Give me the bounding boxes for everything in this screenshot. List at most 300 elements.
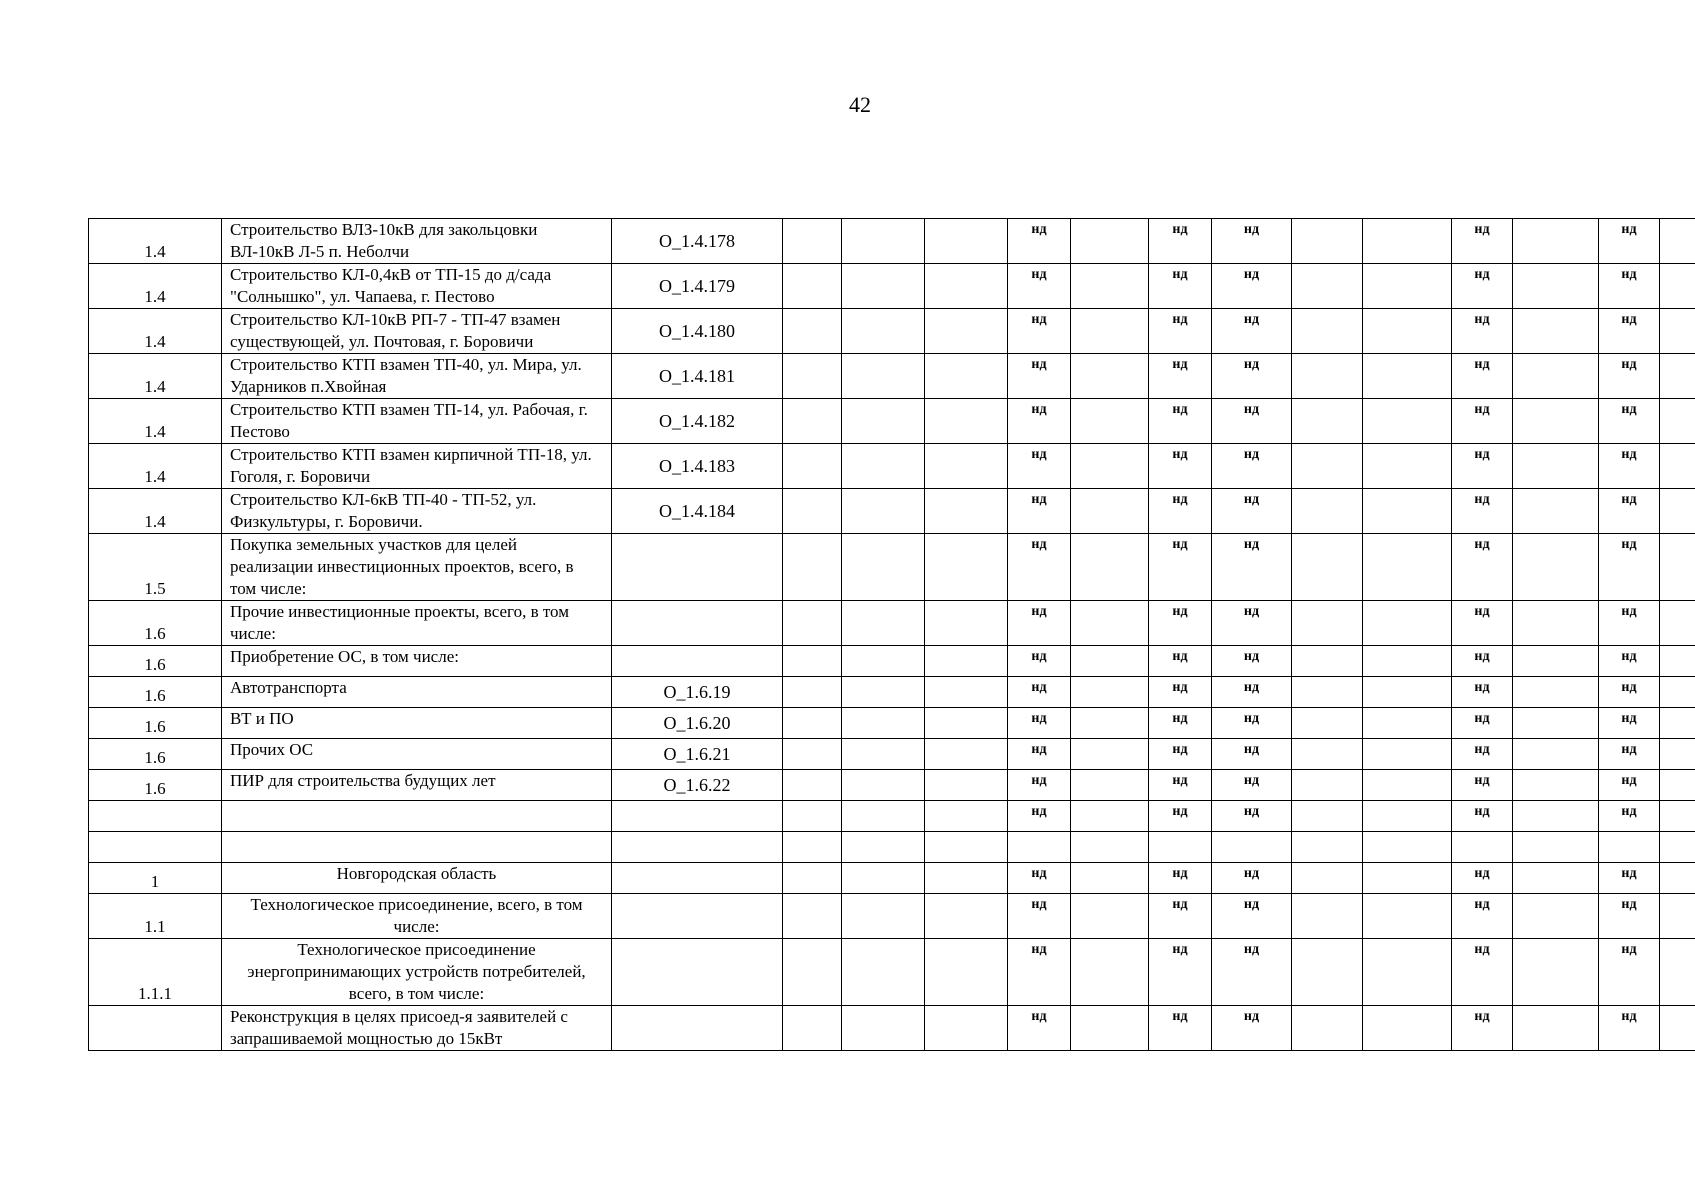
value-cell: нд [1599, 399, 1660, 444]
value-cell: нд [1149, 739, 1212, 770]
value-cell [842, 739, 925, 770]
row-name: Приобретение ОС, в том числе: [222, 646, 612, 677]
table-row [89, 677, 1695, 708]
value-cell [1660, 801, 1695, 832]
value-cell: нд [1008, 264, 1071, 309]
value-cell [1292, 677, 1363, 708]
value-cell [842, 863, 925, 894]
row-number: 1.1 [89, 894, 222, 939]
value-cell: нд [1599, 770, 1660, 801]
value-cell [1513, 399, 1599, 444]
value-cell [1513, 1006, 1599, 1051]
value-cell: нд [1599, 863, 1660, 894]
value-cell [1292, 739, 1363, 770]
value-cell: нд [1008, 399, 1071, 444]
value-cell [925, 832, 1008, 863]
value-cell [1660, 708, 1695, 739]
value-cell [842, 646, 925, 677]
value-cell [1071, 832, 1149, 863]
value-cell [783, 939, 842, 1006]
value-cell [1071, 939, 1149, 1006]
value-cell [1513, 309, 1599, 354]
table-row [89, 739, 1695, 770]
value-cell [1363, 444, 1452, 489]
row-code [612, 646, 783, 677]
value-cell: нд [1008, 801, 1071, 832]
value-cell: нд [1599, 801, 1660, 832]
table-row [89, 1006, 1695, 1051]
table-row [89, 444, 1695, 489]
row-code: О_1.4.178 [612, 219, 783, 264]
row-code [612, 1006, 783, 1051]
value-cell [1292, 534, 1363, 601]
row-number: 1.1.1 [89, 939, 222, 1006]
value-cell: нд [1212, 444, 1292, 489]
value-cell: нд [1599, 489, 1660, 534]
row-number: 1.6 [89, 601, 222, 646]
value-cell [1292, 309, 1363, 354]
value-cell: нд [1599, 219, 1660, 264]
value-cell [842, 399, 925, 444]
value-cell [1292, 646, 1363, 677]
value-cell [1363, 939, 1452, 1006]
value-cell [925, 739, 1008, 770]
row-name: Строительство КТП взамен ТП-40, ул. Мира, ул. Ударников п.Хвойная [222, 354, 612, 399]
value-cell [842, 489, 925, 534]
value-cell [1071, 219, 1149, 264]
value-cell [1071, 863, 1149, 894]
value-cell [1363, 1006, 1452, 1051]
value-cell [1599, 832, 1660, 863]
value-cell [783, 770, 842, 801]
value-cell [1660, 677, 1695, 708]
value-cell: нд [1599, 309, 1660, 354]
value-cell [1363, 354, 1452, 399]
value-cell: нд [1008, 770, 1071, 801]
investment-table [88, 218, 1695, 1051]
value-cell [1071, 601, 1149, 646]
row-code: О_1.4.182 [612, 399, 783, 444]
table-row [89, 601, 1695, 646]
value-cell: нд [1212, 708, 1292, 739]
row-name: ВТ и ПО [222, 708, 612, 739]
value-cell [1071, 801, 1149, 832]
value-cell [1513, 489, 1599, 534]
value-cell [925, 770, 1008, 801]
value-cell [1071, 444, 1149, 489]
value-cell: нд [1149, 444, 1212, 489]
value-cell [1363, 863, 1452, 894]
value-cell [783, 354, 842, 399]
value-cell [925, 534, 1008, 601]
value-cell [1363, 219, 1452, 264]
value-cell [925, 801, 1008, 832]
value-cell [1292, 601, 1363, 646]
value-cell [1292, 863, 1363, 894]
value-cell [925, 309, 1008, 354]
value-cell [1513, 863, 1599, 894]
value-cell: нд [1212, 646, 1292, 677]
value-cell [1513, 646, 1599, 677]
row-number: 1 [89, 863, 222, 894]
value-cell [1008, 832, 1071, 863]
value-cell [1212, 832, 1292, 863]
value-cell [1660, 354, 1695, 399]
value-cell [783, 646, 842, 677]
row-number: 1.4 [89, 354, 222, 399]
row-number: 1.6 [89, 770, 222, 801]
row-name: Технологическое присоединение энергопринимающих устройств потребителей, всего, в том числе: [222, 939, 612, 1006]
value-cell [1513, 677, 1599, 708]
value-cell [1071, 894, 1149, 939]
value-cell: нд [1212, 801, 1292, 832]
row-number: 1.6 [89, 646, 222, 677]
value-cell: нд [1149, 264, 1212, 309]
table-row [89, 264, 1695, 309]
value-cell [1660, 489, 1695, 534]
value-cell [1660, 601, 1695, 646]
value-cell [1452, 832, 1513, 863]
row-code [612, 939, 783, 1006]
value-cell [1149, 832, 1212, 863]
row-code: О_1.4.183 [612, 444, 783, 489]
value-cell [1071, 1006, 1149, 1051]
value-cell: нд [1599, 677, 1660, 708]
value-cell [925, 894, 1008, 939]
value-cell [1071, 677, 1149, 708]
value-cell [1071, 739, 1149, 770]
value-cell [1363, 832, 1452, 863]
table-body [89, 219, 1695, 1051]
value-cell: нд [1452, 309, 1513, 354]
value-cell [925, 264, 1008, 309]
value-cell [1660, 1006, 1695, 1051]
value-cell: нд [1212, 601, 1292, 646]
value-cell: нд [1212, 770, 1292, 801]
value-cell [783, 894, 842, 939]
value-cell [1071, 354, 1149, 399]
value-cell [783, 444, 842, 489]
row-name: Строительство ВЛЗ-10кВ для закольцовки ВЛ-10кВ Л-5 п. Неболчи [222, 219, 612, 264]
value-cell [783, 708, 842, 739]
value-cell: нд [1212, 534, 1292, 601]
value-cell [1660, 894, 1695, 939]
row-name: ПИР для строительства будущих лет [222, 770, 612, 801]
value-cell [783, 264, 842, 309]
value-cell [1292, 832, 1363, 863]
value-cell [842, 939, 925, 1006]
row-number [89, 832, 222, 863]
value-cell: нд [1452, 534, 1513, 601]
row-name: Автотранспорта [222, 677, 612, 708]
page-number: 42 [849, 92, 871, 117]
value-cell [842, 770, 925, 801]
row-name: Строительство КЛ-10кВ РП-7 - ТП-47 взамен существующей, ул. Почтовая, г. Боровичи [222, 309, 612, 354]
row-number: 1.4 [89, 489, 222, 534]
row-name [222, 832, 612, 863]
value-cell [1292, 219, 1363, 264]
value-cell: нд [1008, 1006, 1071, 1051]
value-cell [1292, 770, 1363, 801]
row-name: Прочих ОС [222, 739, 612, 770]
value-cell: нд [1212, 1006, 1292, 1051]
value-cell [1513, 444, 1599, 489]
row-code: О_1.6.20 [612, 708, 783, 739]
value-cell: нд [1452, 646, 1513, 677]
value-cell [1363, 489, 1452, 534]
value-cell [1660, 264, 1695, 309]
value-cell: нд [1149, 863, 1212, 894]
row-code [612, 801, 783, 832]
value-cell [842, 677, 925, 708]
value-cell: нд [1149, 489, 1212, 534]
value-cell: нд [1452, 801, 1513, 832]
value-cell: нд [1212, 739, 1292, 770]
row-name: Технологическое присоединение, всего, в том числе: [222, 894, 612, 939]
value-cell: нд [1149, 601, 1212, 646]
value-cell: нд [1599, 601, 1660, 646]
value-cell: нд [1599, 939, 1660, 1006]
value-cell [783, 739, 842, 770]
value-cell [1660, 770, 1695, 801]
row-name: Строительство КТП взамен ТП-14, ул. Рабочая, г. Пестово [222, 399, 612, 444]
value-cell: нд [1452, 219, 1513, 264]
table-row [89, 939, 1695, 1006]
value-cell [1513, 832, 1599, 863]
value-cell: нд [1212, 219, 1292, 264]
value-cell [1513, 708, 1599, 739]
value-cell [1292, 354, 1363, 399]
value-cell [925, 646, 1008, 677]
value-cell [925, 863, 1008, 894]
value-cell: нд [1149, 646, 1212, 677]
value-cell [1363, 309, 1452, 354]
value-cell: нд [1452, 708, 1513, 739]
value-cell: нд [1212, 354, 1292, 399]
value-cell [1292, 444, 1363, 489]
value-cell [1513, 534, 1599, 601]
value-cell: нд [1212, 677, 1292, 708]
row-name: Строительство КЛ-0,4кВ от ТП-15 до д/сада "Солнышко", ул. Чапаева, г. Пестово [222, 264, 612, 309]
value-cell [1660, 939, 1695, 1006]
value-cell: нд [1599, 894, 1660, 939]
row-name: Реконструкция в целях присоед-я заявителей с запрашиваемой мощностью до 15кВт [222, 1006, 612, 1051]
value-cell: нд [1149, 1006, 1212, 1051]
value-cell: нд [1452, 1006, 1513, 1051]
value-cell: нд [1599, 534, 1660, 601]
row-code [612, 894, 783, 939]
value-cell [925, 708, 1008, 739]
value-cell [842, 219, 925, 264]
value-cell [1071, 399, 1149, 444]
value-cell: нд [1212, 399, 1292, 444]
value-cell: нд [1008, 444, 1071, 489]
row-name: Строительство КЛ-6кВ ТП-40 - ТП-52, ул. Физкультуры, г. Боровичи. [222, 489, 612, 534]
value-cell [842, 264, 925, 309]
row-number: 1.5 [89, 534, 222, 601]
value-cell [1071, 309, 1149, 354]
row-code: О_1.4.179 [612, 264, 783, 309]
value-cell [1292, 1006, 1363, 1051]
value-cell [1660, 309, 1695, 354]
row-number: 1.6 [89, 739, 222, 770]
value-cell [1292, 708, 1363, 739]
value-cell [783, 219, 842, 264]
value-cell: нд [1212, 264, 1292, 309]
value-cell: нд [1008, 646, 1071, 677]
value-cell [842, 801, 925, 832]
value-cell [1660, 863, 1695, 894]
value-cell [1363, 264, 1452, 309]
table-row [89, 646, 1695, 677]
value-cell: нд [1149, 219, 1212, 264]
value-cell [842, 832, 925, 863]
row-code: О_1.4.181 [612, 354, 783, 399]
value-cell: нд [1212, 939, 1292, 1006]
value-cell [842, 309, 925, 354]
value-cell [925, 219, 1008, 264]
value-cell: нд [1452, 677, 1513, 708]
row-code [612, 534, 783, 601]
value-cell [783, 309, 842, 354]
value-cell: нд [1212, 894, 1292, 939]
value-cell [1513, 264, 1599, 309]
value-cell: нд [1149, 677, 1212, 708]
row-number: 1.4 [89, 399, 222, 444]
value-cell [1513, 354, 1599, 399]
value-cell: нд [1149, 801, 1212, 832]
value-cell: нд [1212, 863, 1292, 894]
value-cell: нд [1212, 309, 1292, 354]
row-code: О_1.6.21 [612, 739, 783, 770]
row-code: О_1.6.19 [612, 677, 783, 708]
value-cell [1513, 939, 1599, 1006]
value-cell: нд [1149, 354, 1212, 399]
row-code: О_1.6.22 [612, 770, 783, 801]
table-row [89, 832, 1695, 863]
value-cell [1071, 534, 1149, 601]
value-cell [783, 489, 842, 534]
value-cell [925, 1006, 1008, 1051]
value-cell [1513, 770, 1599, 801]
value-cell [783, 534, 842, 601]
table-row [89, 399, 1695, 444]
row-number: 1.4 [89, 444, 222, 489]
value-cell: нд [1212, 489, 1292, 534]
value-cell: нд [1008, 677, 1071, 708]
value-cell [1363, 739, 1452, 770]
value-cell: нд [1008, 739, 1071, 770]
value-cell [1363, 770, 1452, 801]
row-name: Новгородская область [222, 863, 612, 894]
value-cell: нд [1008, 354, 1071, 399]
row-name: Прочие инвестиционные проекты, всего, в том числе: [222, 601, 612, 646]
value-cell: нд [1599, 1006, 1660, 1051]
value-cell [1292, 894, 1363, 939]
value-cell [1660, 739, 1695, 770]
value-cell: нд [1008, 309, 1071, 354]
table-row [89, 219, 1695, 264]
value-cell [1292, 801, 1363, 832]
value-cell: нд [1149, 534, 1212, 601]
table-row [89, 708, 1695, 739]
value-cell: нд [1599, 708, 1660, 739]
value-cell [1513, 739, 1599, 770]
table-row [89, 534, 1695, 601]
value-cell: нд [1149, 939, 1212, 1006]
row-name [222, 801, 612, 832]
value-cell [925, 489, 1008, 534]
value-cell [925, 354, 1008, 399]
value-cell [1292, 489, 1363, 534]
value-cell [1363, 894, 1452, 939]
value-cell [1363, 646, 1452, 677]
value-cell [783, 1006, 842, 1051]
value-cell [1660, 534, 1695, 601]
value-cell [842, 534, 925, 601]
value-cell [783, 677, 842, 708]
value-cell: нд [1452, 739, 1513, 770]
value-cell [925, 444, 1008, 489]
value-cell: нд [1149, 309, 1212, 354]
row-number: 1.4 [89, 309, 222, 354]
value-cell [1660, 219, 1695, 264]
value-cell: нд [1008, 894, 1071, 939]
value-cell [783, 801, 842, 832]
value-cell: нд [1452, 939, 1513, 1006]
value-cell [783, 832, 842, 863]
value-cell [842, 601, 925, 646]
value-cell: нд [1599, 354, 1660, 399]
value-cell: нд [1452, 601, 1513, 646]
value-cell [1660, 444, 1695, 489]
value-cell [1660, 832, 1695, 863]
table-row [89, 489, 1695, 534]
row-name: Строительство КТП взамен кирпичной ТП-18, ул. Гоголя, г. Боровичи [222, 444, 612, 489]
value-cell [925, 601, 1008, 646]
value-cell [1071, 708, 1149, 739]
value-cell: нд [1452, 444, 1513, 489]
row-code [612, 832, 783, 863]
value-cell [1292, 264, 1363, 309]
value-cell: нд [1008, 219, 1071, 264]
value-cell: нд [1599, 739, 1660, 770]
row-code: О_1.4.184 [612, 489, 783, 534]
value-cell [1071, 770, 1149, 801]
value-cell [1660, 646, 1695, 677]
value-cell [842, 354, 925, 399]
value-cell: нд [1452, 489, 1513, 534]
value-cell [925, 399, 1008, 444]
table-row [89, 770, 1695, 801]
value-cell: нд [1149, 770, 1212, 801]
value-cell: нд [1599, 646, 1660, 677]
value-cell [1363, 534, 1452, 601]
value-cell [1071, 264, 1149, 309]
value-cell [1071, 489, 1149, 534]
value-cell [783, 399, 842, 444]
value-cell: нд [1008, 939, 1071, 1006]
row-number [89, 1006, 222, 1051]
table-row [89, 309, 1695, 354]
value-cell: нд [1149, 399, 1212, 444]
value-cell [783, 863, 842, 894]
value-cell: нд [1452, 354, 1513, 399]
row-code: О_1.4.180 [612, 309, 783, 354]
value-cell: нд [1008, 708, 1071, 739]
value-cell: нд [1452, 863, 1513, 894]
value-cell: нд [1452, 399, 1513, 444]
